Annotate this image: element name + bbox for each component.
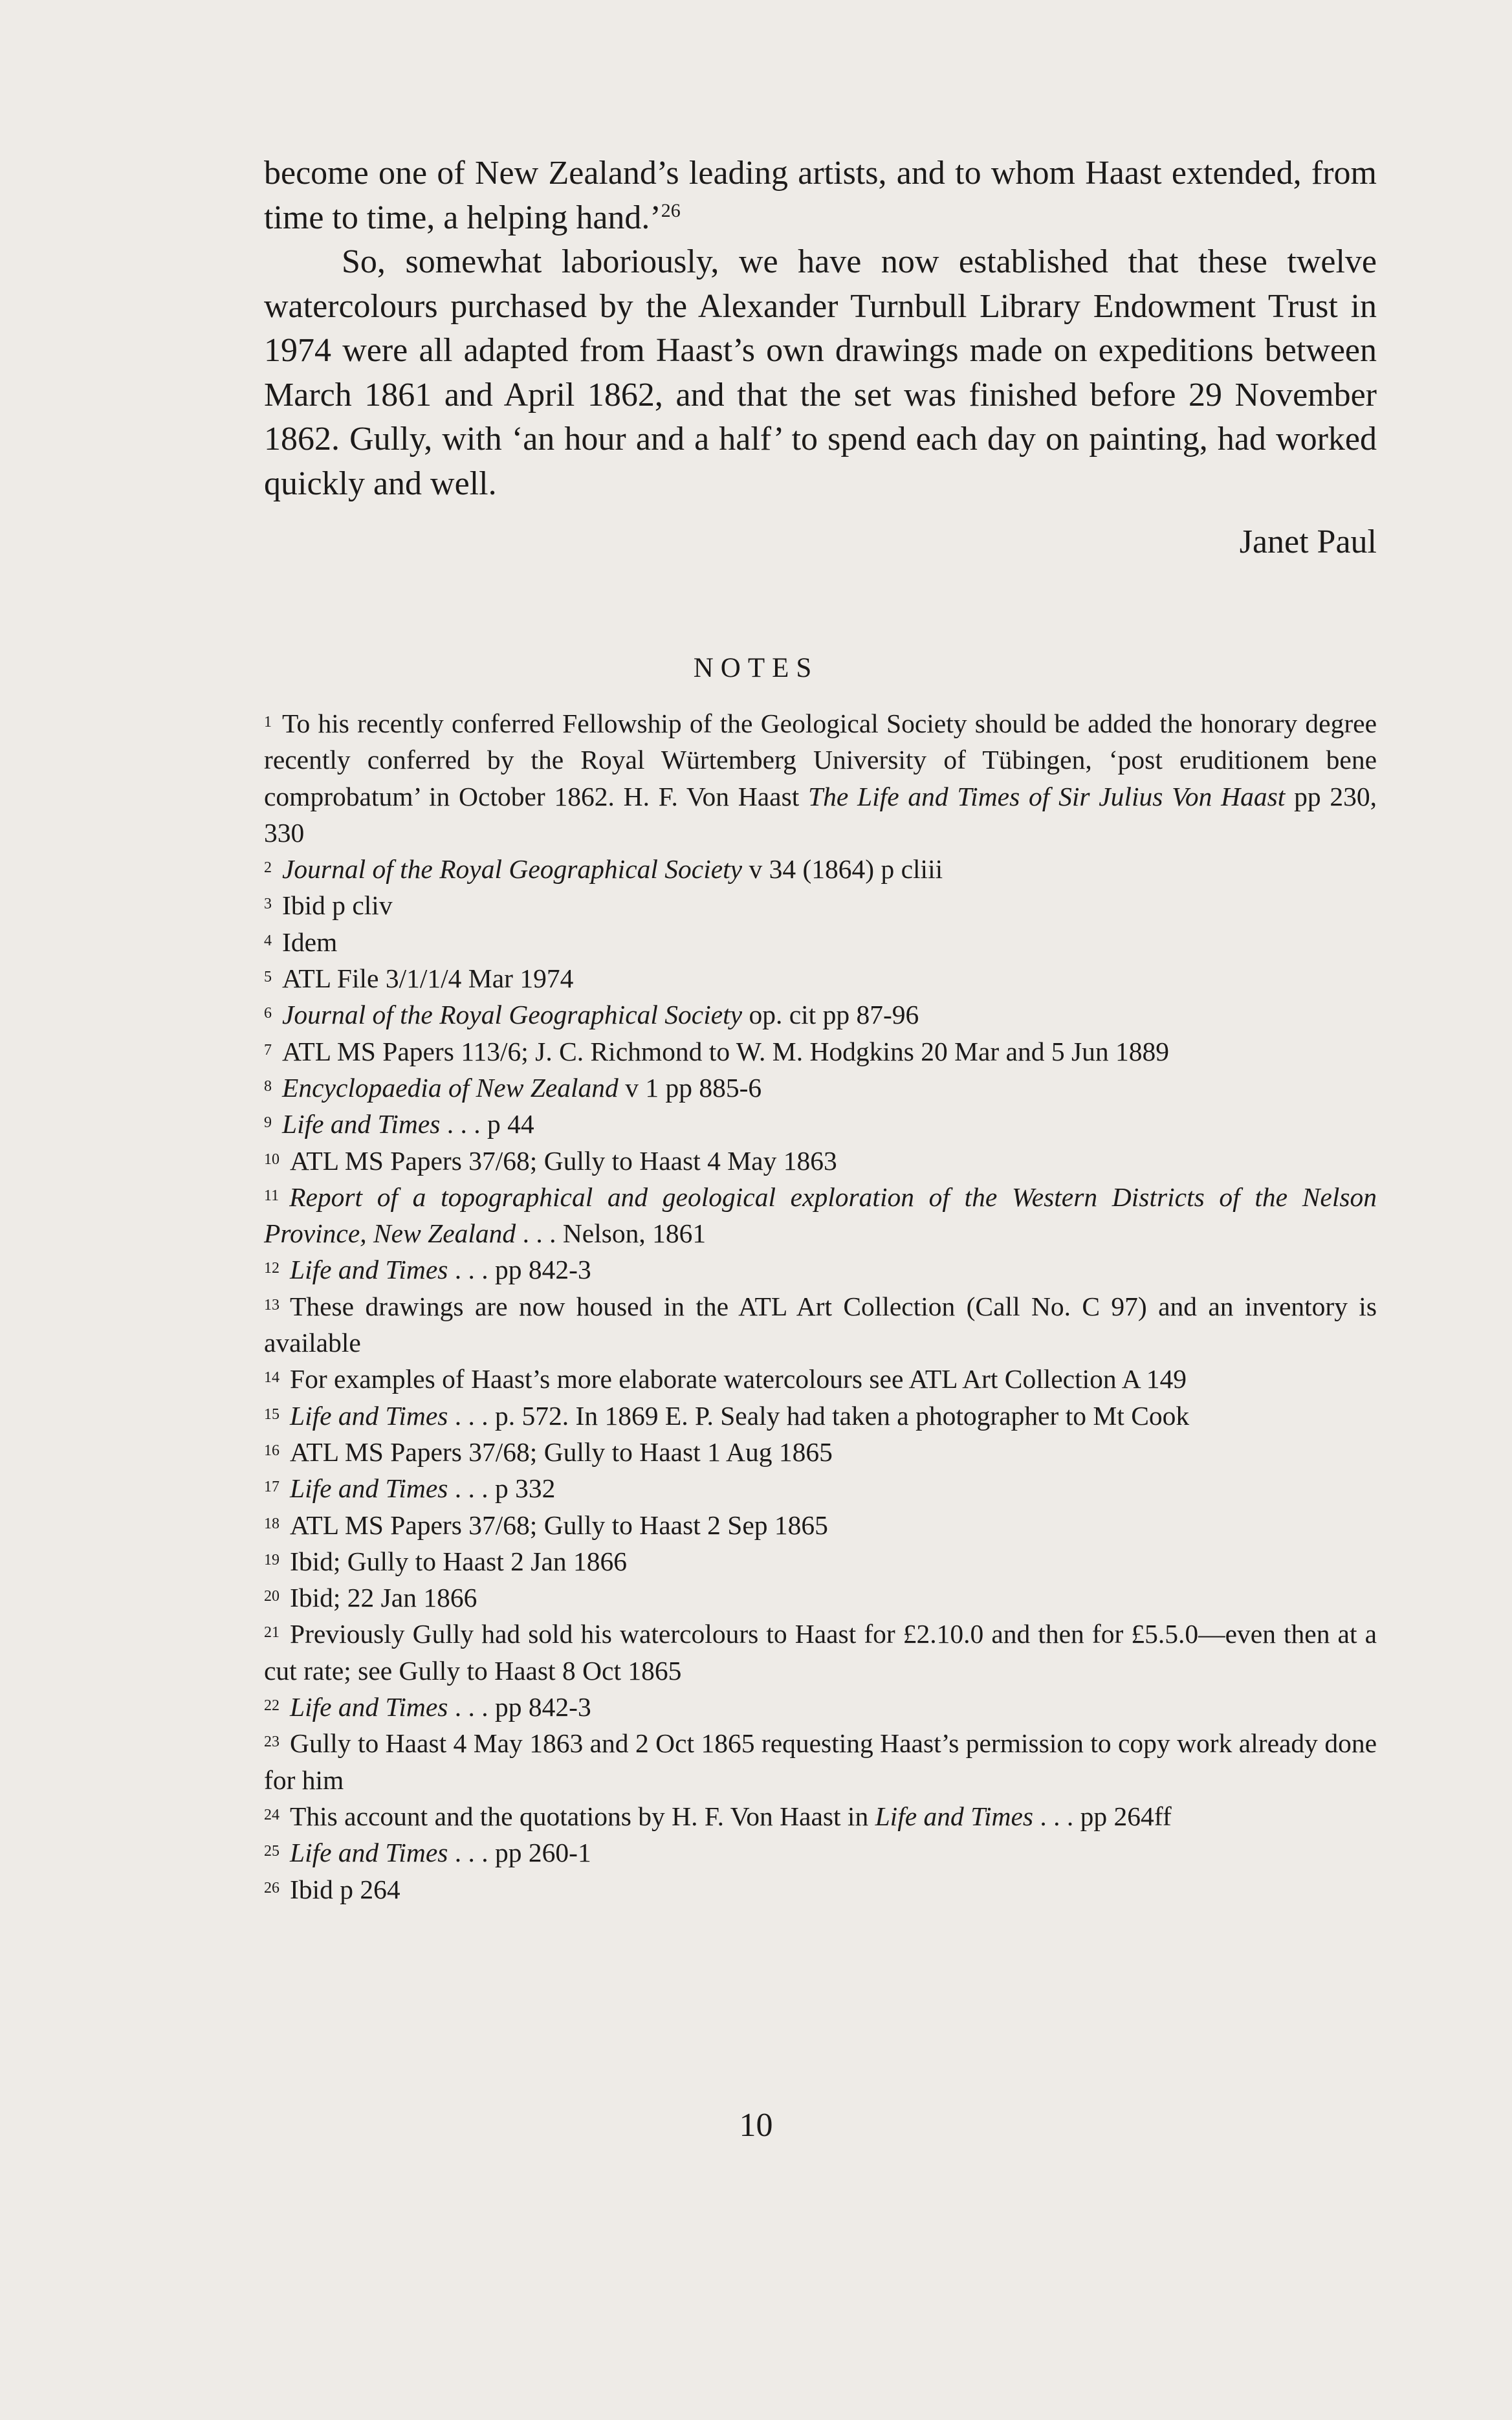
note-5: $^5$ ATL File 3/1/1/4 Mar 1974 <box>264 963 574 994</box>
author-signature: Janet Paul <box>1239 523 1377 560</box>
body-text <box>264 151 1377 506</box>
note-26: $^{26}$ Ibid p 264 <box>264 1874 400 1904</box>
page-number: 10 <box>739 2107 773 2144</box>
notes-heading: NOTES <box>693 653 819 683</box>
note-15: $^{15}$ Life and Times . . . p. 572. In 1869 E. P. Sealy had taken a photographer to Mt Cook <box>264 1400 1190 1431</box>
note-24: $^{24}$ This account and the quotations by H. F. Von Haast in Life and Times . . . pp 264ff <box>264 1801 1172 1831</box>
note-12: $^{12}$ Life and Times . . . pp 842-3 <box>264 1255 591 1285</box>
note-11: $^{11}$ Report of a topographical and geological exploration of the Western Districts of the Nelson Province, New Zealand . . . Nelson, 1861 <box>264 1182 1377 1249</box>
note-3: $^3$ Ibid p cliv <box>264 890 393 921</box>
note-4: $^4$ Idem <box>264 927 338 957</box>
note-9: $^9$ Life and Times . . . p 44 <box>264 1109 534 1139</box>
note-19: $^{19}$ Ibid; Gully to Haast 2 Jan 1866 <box>264 1546 627 1576</box>
note-8: $^8$ Encyclopaedia of New Zealand v 1 pp 885-6 <box>264 1072 762 1103</box>
note-10: $^{10}$ ATL MS Papers 37/68; Gully to Haast 4 May 1863 <box>264 1145 837 1176</box>
body-paragraph-2: So, somewhat laboriously, we have now established that these twelve watercolours purchased by the Alexander Turnbull Library Endowment Trust in 1974 were all adapted from Haast’s own drawings made on expeditions between March 1861 and April 1862, and that the set was finished before 29 November 1862. Gully, with ‘an hour and a half’ to spend each day on painting, had worked quickly and well. <box>264 243 1377 502</box>
note-14: $^{14}$ For examples of Haast’s more elaborate watercolours see ATL Art Collection A 149 <box>264 1364 1187 1394</box>
note-16: $^{16}$ ATL MS Papers 37/68; Gully to Haast 1 Aug 1865 <box>264 1436 833 1467</box>
notes-list <box>264 705 1377 1908</box>
note-17: $^{17}$ Life and Times . . . p 332 <box>264 1473 556 1504</box>
note-22: $^{22}$ Life and Times . . . pp 842-3 <box>264 1692 591 1722</box>
note-2: $^2$ Journal of the Royal Geographical Society v 34 (1864) p cliii <box>264 854 943 885</box>
note-6: $^6$ Journal of the Royal Geographical Society op. cit pp 87-96 <box>264 1000 919 1030</box>
footnote-ref: 26 <box>661 199 681 221</box>
body-paragraph-1: become one of New Zealand’s leading artists, and to whom Haast extended, from time to time, a helping hand.’$^{26}$ <box>264 155 1377 236</box>
note-21: $^{21}$ Previously Gully had sold his watercolours to Haast for £2.10.0 and then for £5.5.0—even then at a cut rate; see Gully to Haast 8 Oct 1865 <box>264 1619 1377 1686</box>
note-23: $^{23}$ Gully to Haast 4 May 1863 and 2 Oct 1865 requesting Haast’s permission to copy work already done for him <box>264 1728 1377 1795</box>
note-1: $^1$ To his recently conferred Fellowship of the Geological Society should be added the honorary degree recently conferred by the Royal Würtemberg University of Tübingen, ‘post eruditionem bene comprobatum’ in October 1862. H. F. Von Haast The Life and Times of Sir Julius Von Haast pp 230, 330 <box>264 709 1377 848</box>
note-13: $^{13}$ These drawings are now housed in the ATL Art Collection (Call No. C 97) and an inventory is available <box>264 1291 1377 1358</box>
note-25: $^{25}$ Life and Times . . . pp 260-1 <box>264 1838 591 1868</box>
note-20: $^{20}$ Ibid; 22 Jan 1866 <box>264 1583 477 1613</box>
note-7: $^7$ ATL MS Papers 113/6; J. C. Richmond to W. M. Hodgkins 20 Mar and 5 Jun 1889 <box>264 1036 1170 1066</box>
note-18: $^{18}$ ATL MS Papers 37/68; Gully to Haast 2 Sep 1865 <box>264 1510 828 1540</box>
